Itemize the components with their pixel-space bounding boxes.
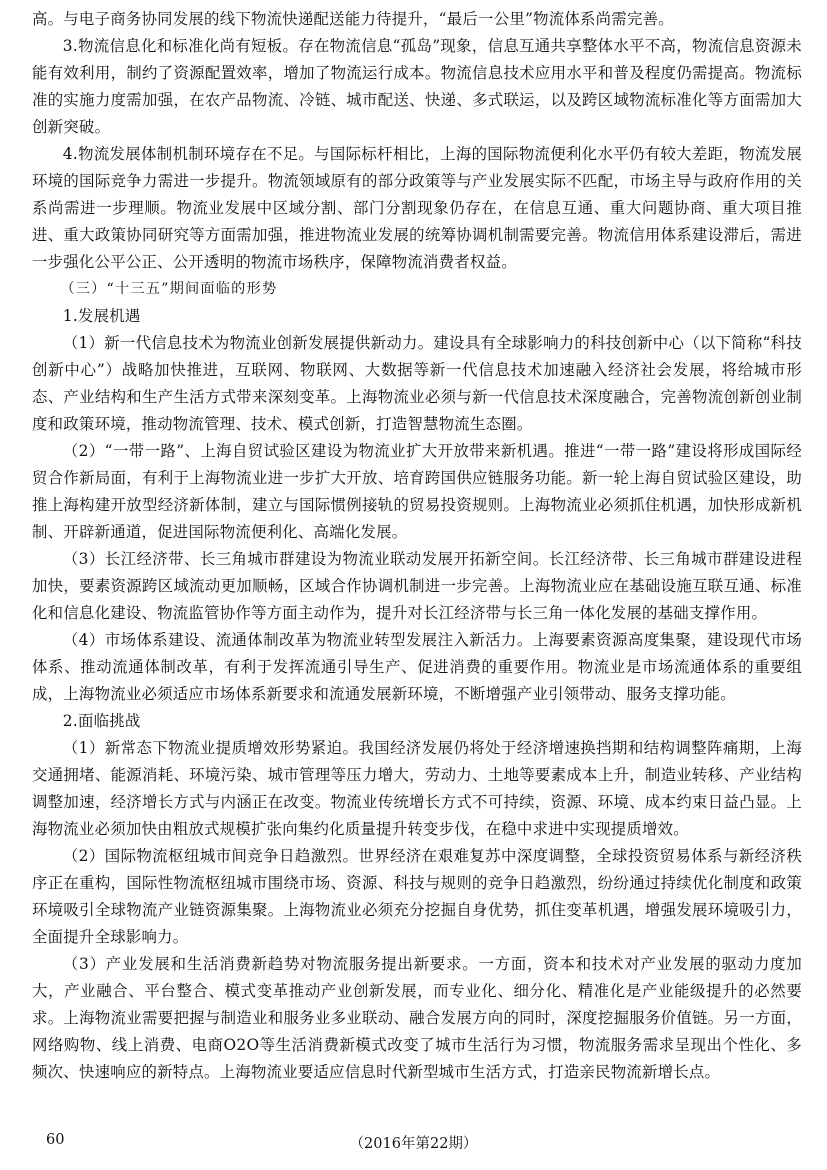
paragraph-opportunity-2: （2）“一带一路”、上海自贸试验区建设为物流业扩大开放带来新机遇。推进“一带一路”建设将形成国际经贸合作新局面，有利于上海物流业进一步扩大开放、培育跨国供应链服务功能。新一轮上海自贸试验区建设，助推上海构建开放型经济新体制，建立与国际惯例接轨的贸易投资规则。上海物流业必须抓住机遇，加快形成新机制、开辟新通道，促进国际物流便利化、高端化发展。	[32, 442, 802, 541]
subheading-opportunities: 1.发展机遇	[62, 307, 141, 325]
page-number: 60	[46, 1132, 65, 1148]
subheading-challenges: 2.面临挑战	[62, 712, 141, 730]
paragraph-opportunity-3: （3）长江经济带、长三角城市群建设为物流业联动发展开拓新空间。长江经济带、长三角城市群建设进程加快，要素资源跨区域流动更加顺畅，区域合作协调机制进一步完善。上海物流业应在基础设施互联互通、标准化和信息化建设、物流监管协作等方面主动作为，提升对长江经济带与长三角一体化发展的基础支撑作用。	[32, 550, 802, 622]
page-footer	[0, 1128, 827, 1156]
paragraph-opportunity-1: （1）新一代信息技术为物流业创新发展提供新动力。建设具有全球影响力的科技创新中心（以下简称“科技创新中心”）战略加快推进，互联网、物联网、大数据等新一代信息技术加速融入经济社会发展，将给城市形态、产业结构和生产生活方式带来深刻变革。上海物流业必须与新一代信息技术深度融合，完善物流创新创业制度和政策环境，推动物流管理、技术、模式创新，打造智慧物流生态圈。	[32, 334, 802, 433]
article-body	[32, 6, 802, 1086]
paragraph-challenge-2: （2）国际物流枢纽城市间竞争日趋激烈。世界经济在艰难复苏中深度调整，全球投资贸易体系与新经济秩序正在重构，国际性物流枢纽城市围绕市场、资源、科技与规则的竞争日趋激烈，纷纷通过持续优化制度和政策环境吸引全球物流产业链资源集聚。上海物流业必须充分挖掘自身优势，抓住变革机遇，增强发展环境吸引力，全面提升全球影响力。	[32, 847, 802, 946]
paragraph-institutional-environment: 4.物流发展体制机制环境存在不足。与国际标杆相比，上海的国际物流便利化水平仍有较大差距，物流发展环境的国际竞争力需进一步提升。物流领域原有的部分政策等与产业发展实际不匹配，市场主导与政府作用的关系尚需进一步理顺。物流业发展中区域分割、部门分割现象仍存在，在信息互通、重大问题协商、重大项目推进、重大政策协同研究等方面需加强，推进物流业发展的统筹协调机制需要完善。物流信用体系建设滞后，需进一步强化公平公正、公开透明的物流市场秩序，保障物流消费者权益。	[32, 145, 802, 271]
issue-label: （2016年第22期）	[349, 1136, 478, 1152]
paragraph-continuation: 高。与电子商务协同发展的线下物流快递配送能力待提升，“最后一公里”物流体系尚需完善。	[32, 10, 674, 28]
paragraph-opportunity-4: （4）市场体系建设、流通体制改革为物流业转型发展注入新活力。上海要素资源高度集聚，建设现代市场体系、推动流通体制改革，有利于发挥流通引导生产、促进消费的重要作用。物流业是市场流通体系的重要组成，上海物流业必须适应市场体系新要求和流通发展新环境，不断增强产业引领带动、服务支撑功能。	[32, 631, 802, 703]
paragraph-info-standardization: 3.物流信息化和标准化尚有短板。存在物流信息“孤岛”现象，信息互通共享整体水平不高，物流信息资源未能有效利用，制约了资源配置效率，增加了物流运行成本。物流信息技术应用水平和普及程度仍需提高。物流标准的实施力度需加强，在农产品物流、冷链、城市配送、快递、多式联运，以及跨区域物流标准化等方面需加大创新突破。	[32, 37, 802, 136]
section-heading-situation: （三）“十三五”期间面临的形势	[60, 281, 278, 297]
paragraph-challenge-1: （1）新常态下物流业提质增效形势紧迫。我国经济发展仍将处于经济增速换挡期和结构调整阵痛期，上海交通拥堵、能源消耗、环境污染、城市管理等压力增大，劳动力、土地等要素成本上升，制造业转移、产业结构调整加速，经济增长方式与内涵正在改变。物流业传统增长方式不可持续，资源、环境、成本约束日益凸显。上海物流业必须加快由粗放式规模扩张向集约化质量提升转变步伐，在稳中求进中实现提质增效。	[32, 739, 802, 838]
paragraph-challenge-3: （3）产业发展和生活消费新趋势对物流服务提出新要求。一方面，资本和技术对产业发展的驱动力度加大，产业融合、平台整合、模式变革推动产业创新发展，而专业化、细分化、精准化是产业能级提升的必然要求。上海物流业需要把握与制造业和服务业多业联动、融合发展方向的同时，深度挖掘服务价值链。另一方面，网络购物、线上消费、电商O2O等生活消费新模式改变了城市生活行为习惯，物流服务需求呈现出个性化、多频次、快速响应的新特点。上海物流业要适应信息时代新型城市生活方式，打造亲民物流新增长点。	[32, 955, 802, 1081]
